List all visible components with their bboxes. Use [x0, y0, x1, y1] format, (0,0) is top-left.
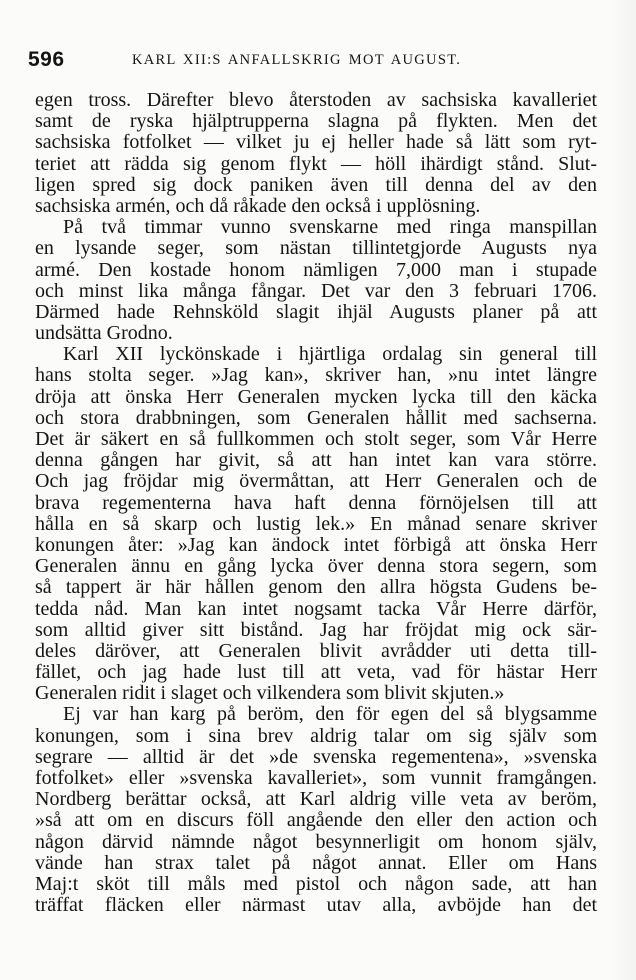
text-line: undsätta Grodno. — [35, 322, 173, 345]
text-line: Maj:t sköt till måls med pistol och någon sade, att han — [35, 872, 597, 895]
text-line: teriet att rädda sig genom flykt — höll ihärdigt stånd. Slut- — [35, 152, 597, 175]
text-line: »så att om en discurs föll angående den eller den action och — [35, 809, 597, 832]
page-edge — [610, 0, 636, 980]
text-line: Det är säkert en så fullkommen och stolt seger, som Vår Herre — [35, 428, 597, 450]
body-text — [35, 90, 597, 916]
text-line: hans stolta seger. »Jag kan», skriver han, »nu intet längre — [35, 364, 597, 387]
text-line: konungen åter: »Jag kan ändock intet förbigå att önska Herr — [35, 533, 597, 556]
text-line: Därmed hade Rehnsköld slagit ihjäl Augusts planer på att — [35, 300, 597, 323]
text-line: någon därvid nämnde något besynnerligit om honom själv, — [35, 830, 597, 853]
text-line: dröja att önska Herr Generalen mycken lycka till den käcka — [35, 385, 597, 408]
text-line: och minst lika många fångar. Det var den 3 februari 1706. — [35, 279, 597, 302]
text-line: sachsiska armén, och då råkade den också i upplösning. — [35, 194, 481, 217]
text-line: Generalen ännu en gång lycka över denna stora segern, som — [35, 555, 597, 578]
text-line: Ej var han karg på beröm, den för egen del så blygsamme — [63, 703, 597, 726]
text-line: Generalen ridit i slaget och vilkendera som blivit skjuten.» — [35, 682, 505, 705]
text-line: tedda nåd. Man kan intet nogsamt tacka Vår Herre därför, — [35, 597, 597, 620]
text-line: Karl XII lyckönskade i hjärtliga ordalag sin general till — [63, 343, 597, 366]
page-number: 596 — [28, 48, 65, 71]
text-line: fället, och jag hade lust till att veta, vad för hästar Herr — [35, 661, 597, 684]
page-header — [0, 48, 636, 78]
text-line: sachsiska fotfolket — vilket ju ej heller hade så lätt som ryt- — [35, 131, 597, 154]
text-line: egen tross. Därefter blevo återstoden av sachsiska kavalleriet — [35, 89, 597, 111]
running-title: KARL XII:S ANFALLSKRIG MOT AUGUST. — [132, 52, 462, 68]
text-line: konungen, som i sina brev aldrig talar om sig själv som — [35, 724, 597, 747]
text-line: som alltid giver sitt bistånd. Jag har fröjdat mig ock sär- — [35, 618, 597, 641]
text-line: segrare — alltid är det »de svenska regementena», »svenska — [35, 745, 597, 768]
text-line: På två timmar vunno svenskarne med ringa manspillan — [63, 216, 597, 239]
text-line: Och jag fröjdar mig övermåttan, att Herr Generalen och de — [35, 470, 597, 493]
text-line: hålla en så skarp och lustig lek.» En månad senare skriver — [35, 512, 597, 535]
text-line: fotfolket» eller »svenska kavalleriet», som vunnit framgången. — [35, 767, 597, 789]
text-line: deles däröver, att Generalen blivit avrådder uti detta till- — [35, 639, 597, 662]
text-line: så tappert är här hållen genom den allra högsta Gudens be- — [35, 576, 597, 599]
text-line: denna gången har givit, så att han intet kan vara större. — [35, 449, 597, 472]
text-line: Nordberg berättar också, att Karl aldrig ville veta av beröm, — [35, 788, 597, 811]
text-line: en lysande seger, som nästan tillintetgjorde Augusts nya — [35, 237, 597, 260]
text-line: armé. Den kostade honom nämligen 7,000 man i stupade — [35, 258, 597, 281]
text-line: brava regementerna hava haft denna förnöjelsen till att — [35, 491, 597, 514]
text-line: vände han strax talet på något annat. Eller om Hans — [35, 851, 597, 874]
text-line: ligen spred sig dock paniken även till denna del av den — [35, 173, 597, 196]
text-line: träffat fläcken eller närmast utav alla, avböjde han det — [35, 894, 597, 917]
text-line: och stora drabbningen, som Generalen hållit med sachserna. — [35, 406, 597, 429]
text-line: samt de ryska hjälptrupperna slagna på flykten. Men det — [35, 110, 597, 133]
